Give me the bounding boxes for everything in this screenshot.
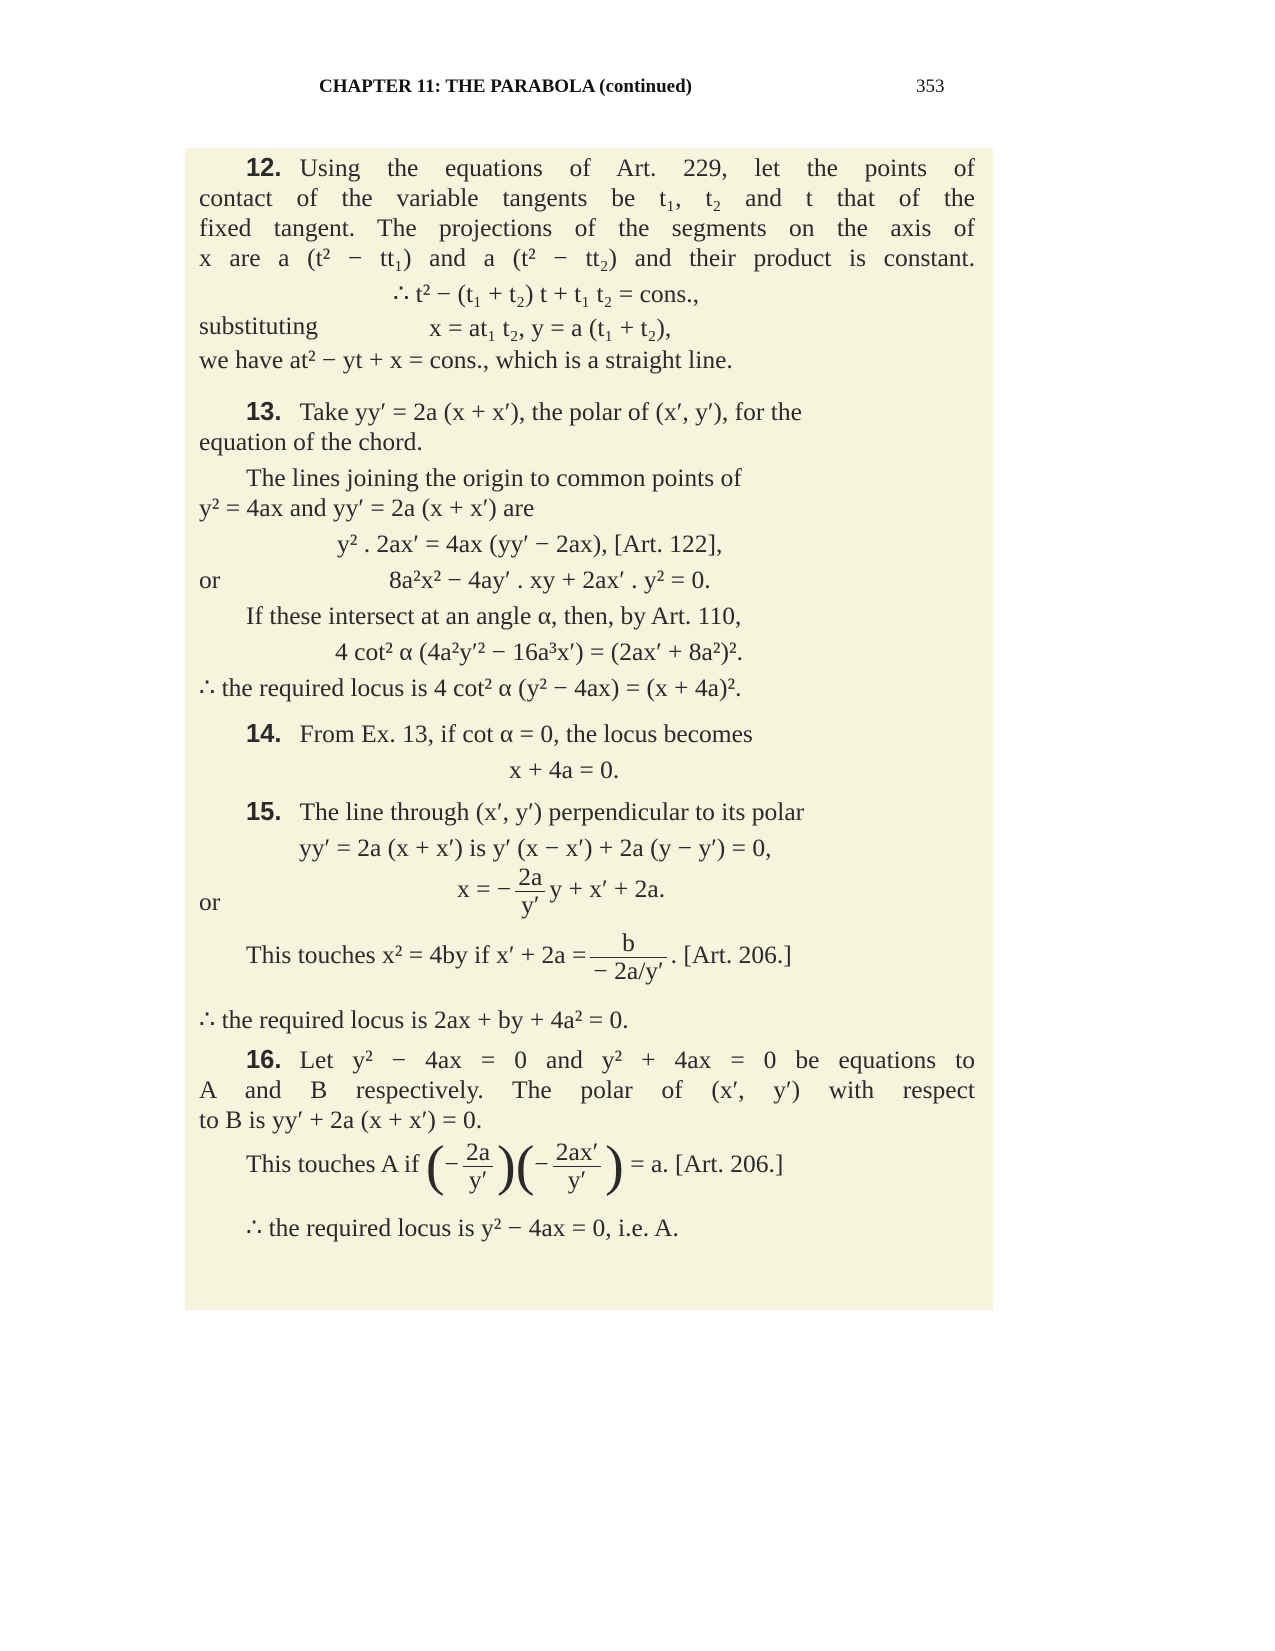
ex12-equation-2: x = at₁ t₂, y = a (t₁ + t₂), xyxy=(429,313,672,342)
ex16-fraction-2a-over-y: $\frac{2a}{y'}$ xyxy=(463,1139,493,1194)
scanned-page-region xyxy=(185,148,993,1310)
ex12-line-3: fixed tangent. The projections of the segments on the axis of xyxy=(199,213,975,242)
ex12-line-4: x are a (t² − tt₁) and a (t² − tt₂) and their product is constant. xyxy=(199,243,975,272)
ex15-equation-2: x = − $\frac{2a}{y'}$ y + x′ + 2a. xyxy=(457,862,666,919)
ex15-fraction-b-over-2a-y: $\frac{b}{- 2a/y'}$ xyxy=(590,930,666,985)
ex12-number: 12. xyxy=(246,154,282,182)
chapter-title: CHAPTER 11: THE PARABOLA (continued) xyxy=(319,76,693,97)
ex12-line-1: 12. Using the equations of Art. 229, let the points of xyxy=(246,153,975,182)
ex16-line-1: 16. Let y² − 4ax = 0 and y² + 4ax = 0 be equations to xyxy=(246,1045,975,1074)
ex15-locus-line: ∴ the required locus is 2ax + by + 4a² = 0. xyxy=(199,1005,629,1034)
left-paren-2: ( xyxy=(515,1135,535,1197)
ex13-line-2: equation of the chord. xyxy=(199,427,423,456)
ex13-line-6: ∴ the required locus is 4 cot² α (y² − 4ax) = (x + 4a)². xyxy=(199,673,742,702)
ex16-number: 16. xyxy=(246,1046,282,1074)
right-paren-1: ) xyxy=(497,1135,516,1197)
right-paren-2: ) xyxy=(605,1135,624,1197)
ex16-locus-line: ∴ the required locus is y² − 4ax = 0, i.e. A. xyxy=(246,1213,679,1242)
ex12-substituting-label: substituting xyxy=(199,311,319,340)
scan-extension xyxy=(965,740,993,1310)
ex13-line-4: y² = 4ax and yy′ = 2a (x + x′) are xyxy=(199,493,535,522)
ex15-touch-condition: This touches x² = 4by if x′ + 2a = $\frac{b}{- 2a/y'}$ . [Art. 206.] xyxy=(246,928,792,985)
ex16-fraction-2ax-over-y: $\frac{2ax'}{y'}$ xyxy=(553,1139,601,1194)
ex15-equation-1: yy′ = 2a (x + x′) is y′ (x − x′) + 2a (y − y′) = 0, xyxy=(299,833,772,862)
ex13-equation-1: y² . 2ax′ = 4ax (yy′ − 2ax), [Art. 122], xyxy=(337,529,723,558)
ex13-or-label: or xyxy=(199,565,221,594)
ex14-number: 14. xyxy=(246,720,282,748)
ex12-line-2: contact of the variable tangents be t₁, t₂ and t that of the xyxy=(199,183,975,212)
ex14-line-1: 14. From Ex. 13, if cot α = 0, the locus becomes xyxy=(246,719,753,748)
left-paren-1: ( xyxy=(425,1135,445,1197)
ex13-line-3: The lines joining the origin to common points of xyxy=(246,463,742,492)
ex13-number: 13. xyxy=(246,398,282,426)
ex16-line-3: to B is yy′ + 2a (x + x′) = 0. xyxy=(199,1105,483,1134)
ex15-line-1: 15. The line through (x′, y′) perpendicular to its polar xyxy=(246,797,805,826)
ex13-line-1: 13. Take yy′ = 2a (x + x′), the polar of (x′, y′), for the xyxy=(246,397,802,426)
ex15-number: 15. xyxy=(246,798,282,826)
ex13-equation-3: 4 cot² α (4a²y′² − 16a³x′) = (2ax′ + 8a²)². xyxy=(335,637,743,666)
running-head xyxy=(0,72,1275,102)
ex16-line-2: A and B respectively. The polar of (x′, y′) with respect xyxy=(199,1075,975,1104)
ex15-or-label: or xyxy=(199,887,221,916)
ex15-fraction-2a-over-y: $\frac{2a}{y'}$ xyxy=(515,864,545,919)
ex14-equation-1: x + 4a = 0. xyxy=(509,755,620,784)
ex12-equation-1: ∴ t² − (t₁ + t₂) t + t₁ t₂ = cons., xyxy=(393,279,700,308)
ex13-equation-2: 8a²x² − 4ay′ . xy + 2ax′ . y² = 0. xyxy=(389,565,711,594)
ex16-touch-condition: This touches A if (− $\frac{2a}{y'}$ )(− $\frac{2ax'}{y'}$ ) = a. [Art. 206.] xyxy=(246,1135,784,1197)
page-number: 353 xyxy=(916,76,945,97)
ex13-line-5: If these intersect at an angle α, then, by Art. 110, xyxy=(246,601,742,630)
ex12-line-5: we have at² − yt + x = cons., which is a straight line. xyxy=(199,345,733,374)
